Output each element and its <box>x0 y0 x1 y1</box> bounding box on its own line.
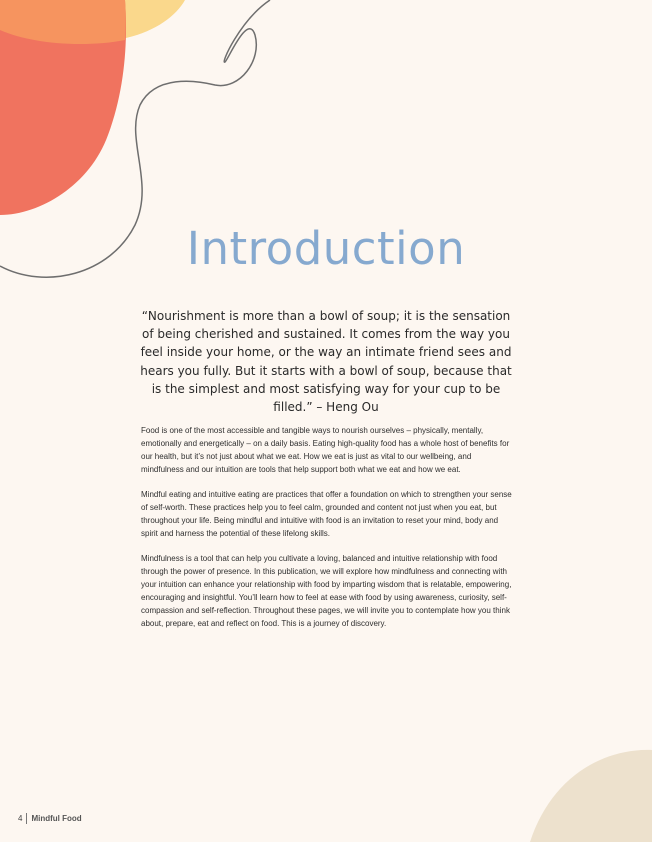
coral-blob-shape <box>0 0 126 215</box>
body-text <box>141 424 513 642</box>
blob-overlap-shape <box>0 0 126 44</box>
epigraph-quote: “Nourishment is more than a bowl of soup; it is the sensation of being cherished and sustained. It comes from the way you feel inside your home, or the way an intimate friend sees and hears you fully. But it starts with a bowl of soup, because that is the simplest and most satisfying way for your cup to be filled.” – Heng Ou <box>140 309 512 415</box>
body-paragraph-2: Mindful eating and intuitive eating are practices that offer a foundation on which to strengthen your sense of self-worth. These practices help you to feel calm, grounded and content not just when you eat, but throughout your life. Being mindful and intuitive with food is an invitation to reset your mind, body and spirit and harness the potential of these lifelong skills. <box>141 490 512 538</box>
page-number: 4 <box>18 814 23 823</box>
body-paragraph-1: Food is one of the most accessible and tangible ways to nourish ourselves – physically, mentally, emotionally and energetically – on a daily basis. Eating high-quality food has a whole host of benefits for our health, but it’s not just about what we eat. How we eat is just as vital to our wellbeing, and mindfulness and our intuition are tools that help support both what we eat and how we eat. <box>141 426 510 474</box>
beige-blob-shape <box>530 750 652 842</box>
footer-divider <box>26 813 27 824</box>
yellow-blob-shape <box>0 0 185 42</box>
page-title: Introduction <box>186 222 466 275</box>
publication-name: Mindful Food <box>31 814 82 823</box>
page-footer <box>18 813 82 824</box>
body-paragraph-3: Mindfulness is a tool that can help you cultivate a loving, balanced and intuitive relationship with food through the power of presence. In this publication, we will explore how mindfulness and connecting with your intuition can enhance your relationship with food by imparting wisdom that is relatable, empowering, encouraging and insightful. You’ll learn how to feel at ease with food by using awareness, curiosity, self-compassion and self-reflection. Throughout these pages, we will invite you to contemplate how you think about, prepare, eat and reflect on food. This is a journey of discovery. <box>141 554 512 628</box>
